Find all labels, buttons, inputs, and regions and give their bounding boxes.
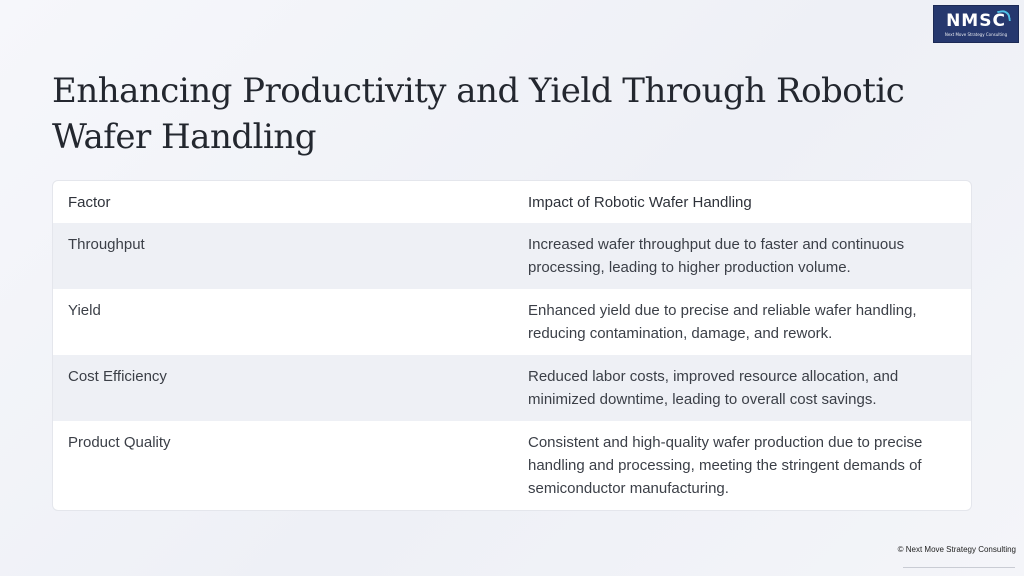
table-row bbox=[53, 421, 971, 511]
factor-cell: Throughput bbox=[68, 236, 145, 253]
header-impact: Impact of Robotic Wafer Handling bbox=[528, 194, 752, 211]
impact-cell: Enhanced yield due to precise and reliable wafer handling, reducing contamination, damage, and rework. bbox=[528, 302, 917, 342]
impact-cell: Consistent and high-quality wafer production due to precise handling and processing, meeting the stringent demands of semiconductor manufacturing. bbox=[528, 434, 923, 497]
logo-wordmark: NMSC bbox=[946, 11, 1006, 31]
impact-cell: Reduced labor costs, improved resource allocation, and minimized downtime, leading to overall cost savings. bbox=[528, 368, 899, 408]
slide-title: Enhancing Productivity and Yield Through Robotic Wafer Handling bbox=[52, 71, 905, 157]
header-factor: Factor bbox=[68, 194, 111, 211]
comparison-table bbox=[52, 180, 972, 511]
impact-cell: Increased wafer throughput due to faster and continuous processing, leading to higher production volume. bbox=[528, 236, 905, 276]
logo-tagline: Next Move Strategy Consulting bbox=[944, 32, 1008, 37]
table-row bbox=[53, 223, 971, 289]
table-row bbox=[53, 355, 971, 421]
footer-divider bbox=[903, 567, 1015, 568]
factor-cell: Yield bbox=[68, 302, 101, 319]
nmsc-logo bbox=[933, 5, 1019, 43]
factor-cell: Product Quality bbox=[68, 434, 171, 451]
copyright-footer: © Next Move Strategy Consulting bbox=[897, 545, 1016, 554]
table-row bbox=[53, 289, 971, 355]
factor-cell: Cost Efficiency bbox=[68, 368, 167, 385]
table-header-row bbox=[53, 181, 971, 223]
